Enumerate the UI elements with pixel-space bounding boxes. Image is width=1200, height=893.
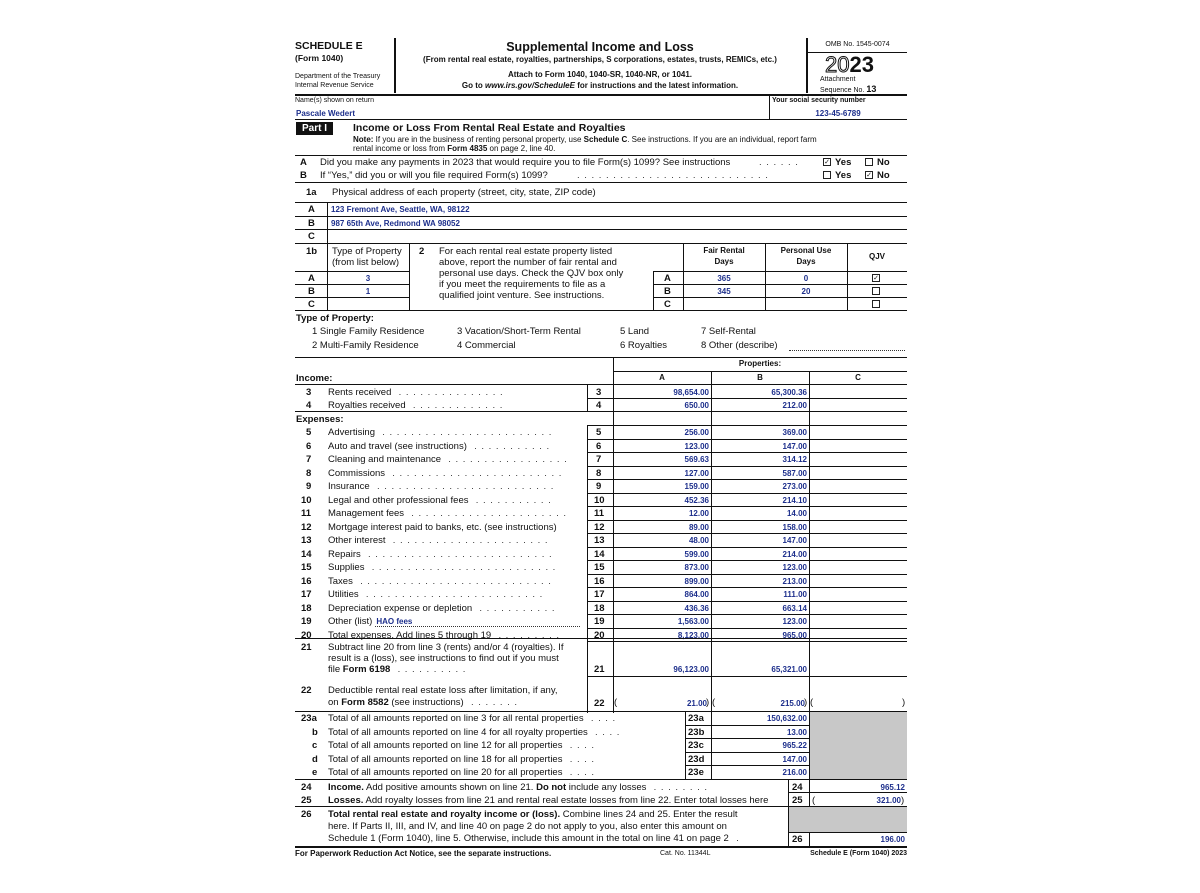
line8-a[interactable]: 127.00 — [684, 468, 709, 478]
row-divider — [685, 752, 809, 753]
type-option: 1 Single Family Residence — [312, 326, 425, 337]
line-number: 26 — [301, 809, 312, 820]
other-describe-field[interactable] — [789, 350, 905, 351]
row-divider — [587, 493, 907, 494]
line-label: Total of all amounts reported on line 20 for all properties .... — [328, 767, 599, 779]
line2-number: 2 — [419, 246, 425, 257]
ssn-field[interactable]: 123-45-6789 — [815, 109, 861, 118]
type-option: 5 Land — [620, 326, 650, 337]
line21-b[interactable]: 65,321.00 — [771, 665, 807, 674]
days-row-letter: C — [664, 299, 671, 310]
schedule-name: SCHEDULE E — [295, 40, 363, 52]
line-number: 16 — [301, 575, 312, 587]
line-number: 7 — [306, 454, 312, 465]
row-divider — [587, 466, 907, 467]
tax-year: 2023 — [825, 52, 874, 77]
part1-note-line2: rental income or loss from Form 4835 on page 2, line 40. — [353, 144, 556, 153]
line26-text: here. If Parts II, III, and IV, and line 40 on page 2 do not apply to you, also enter this amount on — [328, 821, 727, 832]
line6-a[interactable]: 123.00 — [684, 441, 709, 451]
line17-b[interactable]: 111.00 — [783, 590, 807, 599]
type-option: 8 Other (describe) — [701, 340, 778, 351]
line3-b[interactable]: 65,300.36 — [771, 388, 807, 397]
omb-number: OMB No. 1545-0074 — [825, 41, 890, 48]
line7-a[interactable]: 569.63 — [684, 455, 709, 464]
question-b-no-checkbox[interactable]: ✓ — [866, 172, 872, 179]
line6-b[interactable]: 147.00 — [782, 441, 807, 451]
line25-text: Losses. Add royalty losses from line 21 and rental real estate losses from line 22. Enter total losses here — [328, 795, 769, 806]
row-divider — [685, 765, 809, 766]
line14-a[interactable]: 599.00 — [684, 549, 709, 559]
fair-rental-header: Fair Rental — [703, 246, 745, 255]
personal-use-days-b[interactable]: 20 — [801, 287, 811, 296]
line15-b[interactable]: 123.00 — [782, 563, 807, 572]
line-box-number: 4 — [596, 400, 602, 411]
type-option: 2 Multi-Family Residence — [312, 340, 419, 351]
line11-a[interactable]: 12.00 — [688, 509, 709, 518]
column-a-header: A — [659, 373, 665, 382]
type-option: 4 Commercial — [457, 340, 516, 351]
line2-text: personal use days. Check the QJV box only — [439, 268, 624, 279]
line-box-number: 26 — [792, 834, 803, 845]
line-label: Taxes ........................... — [328, 575, 556, 587]
line-number: b — [312, 726, 318, 738]
qjv-checkbox-a[interactable]: ✓ — [873, 275, 879, 282]
line26-value[interactable]: 196.00 — [880, 835, 905, 844]
property-type-a[interactable]: 3 — [365, 274, 371, 283]
type-header: Type of Property — [332, 246, 402, 257]
line-box-number: 16 — [594, 575, 605, 587]
line9-a[interactable]: 159.00 — [684, 482, 709, 491]
line2-text: if you meet the requirements to file as a — [439, 279, 606, 290]
form-reference: (Form 1040) — [295, 53, 344, 63]
ssn-label: Your social security number — [772, 97, 866, 104]
line20-b[interactable]: 965.00 — [782, 630, 807, 640]
form-subtitle: (From rental real estate, royalties, partnerships, S corporations, estates, trusts, REMICs, etc.) — [423, 55, 777, 64]
taxpayer-name-field[interactable]: Pascale Wedert — [296, 109, 355, 118]
question-a-text: Did you make any payments in 2023 that would require you to file Form(s) 1099? See instructions — [320, 157, 731, 168]
shaded-area — [789, 807, 907, 832]
form-title: Supplemental Income and Loss — [506, 40, 694, 54]
line10-a[interactable]: 452.36 — [684, 495, 709, 505]
line19-b[interactable]: 123.00 — [782, 617, 807, 626]
line-number: 3 — [306, 387, 312, 398]
line-box-number: 22 — [594, 698, 605, 709]
column-b-header: B — [757, 373, 763, 382]
line-label: Total of all amounts reported on line 12 for all properties .... — [328, 740, 599, 752]
line-box-number: 7 — [596, 454, 602, 465]
row-divider — [587, 547, 907, 548]
line-number: 25 — [301, 795, 312, 806]
line-box-number: 12 — [594, 521, 605, 533]
line-number: c — [312, 740, 318, 752]
catalog-number: Cat. No. 11344L — [660, 850, 711, 857]
department-line1: Department of the Treasury — [295, 73, 381, 80]
line-label: Other interest ...................... — [328, 535, 553, 546]
line-box-number: 19 — [594, 616, 605, 627]
line-number: 12 — [301, 521, 312, 533]
line4-a[interactable]: 650.00 — [684, 401, 709, 410]
line5-a[interactable]: 256.00 — [684, 428, 709, 437]
row-divider — [587, 506, 907, 507]
personal-use-days-a[interactable]: 0 — [803, 274, 809, 283]
question-a-letter: A — [300, 157, 307, 168]
line-label: Depreciation expense or depletion ........... — [328, 602, 560, 614]
department-line2: Internal Revenue Service — [295, 82, 374, 89]
line-box-number: 18 — [594, 602, 605, 614]
personal-use-header: Personal Use — [780, 246, 832, 255]
line-number: 4 — [306, 400, 312, 411]
shaded-area — [810, 712, 907, 779]
line-label: Royalties received ............. — [328, 400, 507, 411]
line-box-number: 8 — [596, 467, 602, 479]
type-option: 7 Self-Rental — [701, 326, 756, 337]
address-row-letter: B — [308, 218, 315, 229]
line7-b[interactable]: 314.12 — [782, 455, 807, 464]
question-a-yes-checkbox[interactable]: ✓ — [824, 159, 830, 166]
income-heading: Income: — [296, 373, 333, 384]
line-label: Supplies .......................... — [328, 562, 560, 573]
line21-text: file Form 6198 .......... — [328, 664, 470, 675]
line-number: 13 — [301, 535, 312, 546]
line1b-number: 1b — [306, 246, 318, 257]
line25-value[interactable]: 321.00 — [876, 796, 901, 805]
line-box-number: 20 — [594, 629, 605, 641]
line-box-number: 24 — [792, 782, 803, 793]
type-row-letter: C — [308, 299, 315, 310]
row-divider — [587, 439, 907, 440]
line24-value[interactable]: 965.12 — [880, 783, 905, 792]
line15-a[interactable]: 873.00 — [684, 563, 709, 572]
line26-text: Total rental real estate and royalty income or (loss). Combine lines 24 and 25. Enter the result — [328, 809, 738, 820]
type-option: 6 Royalties — [620, 340, 667, 351]
line-box-number: 17 — [594, 589, 605, 600]
property-type-b[interactable]: 1 — [365, 287, 371, 296]
line19-a[interactable]: 1,563.00 — [677, 617, 709, 626]
line23b-value[interactable]: 13.00 — [786, 727, 807, 737]
line-label: Auto and travel (see instructions) ........... — [328, 440, 554, 452]
line22-text: on Form 8582 (see instructions) ....... — [328, 697, 522, 708]
row-divider — [587, 452, 907, 453]
line-number: 8 — [306, 467, 312, 479]
row-divider — [587, 520, 907, 521]
schedule-e-form: SCHEDULE E (Form 1040) Department of the Treasury Internal Revenue Service Supplemental Income and Loss (From rental real estate, royalties, partnerships, S corporations, estates, trusts, REMICs, etc.) Attach to Form 1040, 1040-SR, 1040-NR, or 1041. Go to www.irs.gov/ScheduleE for instructions and the latest information. OMB No. 1545-0074 2023 Attachment Sequence No. 13 Name(s) shown on return Pascale Wedert Your social security number 123-45-6789 Part I Income or Loss From Rental Real Estate and Royalties Note: If you are in the business of renting personal property, use Schedule C. See instructions. If you are an individual, report farm rental income or loss from Form 4835 on page 2, line 40. A Did you make any payments in 2023 that would require you to file Form(s) 1099? See instructions ...... ✓ Yes No B If “Yes,” did you or will you file required Form(s) 1099? ........................... Yes ✓ No 1a Physical address of each property (street, city, state, ZIP code) A 123 Fremont Ave, Seattle, WA, 98122 B 987 65th Ave, Redmond WA 98052 C 1b Type of Property (from list below) 2 For each rental real estate property listed above, report the number of fair rental and personal use days. Check the QJV box only if you meet the requirements to file as a qualified joint venture. See instructions. Fair Rental Days Personal Use Days QJV A 3 A 365 0 ✓ B 1 B 345 20 C C Type of Property: 1 Single Family Residence 2 Multi-Family Residence 3 Vacation/Short-Term Rental 4 Commercial 5 Land 6 Royalties 7 Self-Rental 8 Other (describe) Properties: Income: A B C 3 Rents received ............... 3 98,654.00 65,300.36 4 Royalties received ............. 4 650.00 212.00 Expenses: 5 Advertising ........................ 5 256.00 369.00 6 Auto and travel (see instructions) ........... 6 123.00 147.00 7 Cleaning and maintenance ................. 7 569.63 314.12 8 Commissions ........................ 8 127.00 587.00 9 Insurance ......................... 9 159.00 273.00 10 Legal and other professional fees ........... 10 452.36 214.10 11 Management fees ...................... 11 12.00 14.00 12 Mortgage interest paid to banks, etc. (see instructions) 12 89.00 158.00 13 Other interest ...................... 13 48.00 147.00 14 Repairs .......................... 14 599.00 214.00 15 Supplies .......................... 15 873.00 123.00 16 Taxes ........................... 16 899.00 213.00 17 Utilities ......................... 17 864.00 111.00 18 Depreciation expense or depletion ........... 18 436.36 663.14 19 Other (list) HAO fees 19 1,563.00 123.00 20 Total expenses. Add lines 5 through 19 ......... 20 8,123.00 965.00 21 Subtract line 20 from line 3 (rents) and/or 4 (royalties). If result is a (loss), see instructions to find out if you must file Form 6198 .......... 21 96,123.00 65,321.00 22 Deductible rental real estate loss after limitation, if any, on Form 8582 (see instructions) ....... 22 ( 21.00 ) ( 215.00 ) ( ) 23a Total of all amounts reported on line 3 for all rental properties .... 23a 150,632.00 b Total of all amounts reported on line 4 for all royalty properties .... 23b 13.00 c Total of all amounts reported on line 12 for all properties .... 23c 965.22 d Total of all amounts reported on line 18 for all properties .... 23d 147.00 e Total of all amounts reported on line 20 for all properties .... 23e 216.00 24 Income. Add positive amounts shown on line 21. Do not include any losses ........ 24 965.12 25 Losses. Add royalty losses from line 21 and rental real estate losses from line 22. Enter total losses here 25 ( 321.00 ) 26 Total rental real estate and royalty income or (loss). Combine lines 24 and 25. Enter the result here. If Parts II, III, and IV, and line 40 on page 2 do not apply to you, also enter this amount on Schedule 1 (Form 1040), line 5. Otherwise, include this amount in the total on line 41 on page 2 . 26 196.00 For Paperwork Reduction Act Notice, see the separate instructions. Cat. No. 11344L Schedule E (Form 1040) 2023 — [295, 40, 907, 858]
line23e-value[interactable]: 216.00 — [782, 768, 807, 778]
days-row-letter: A — [664, 273, 671, 284]
attachment-label: Attachment — [820, 76, 856, 83]
type-row-letter: B — [308, 286, 315, 297]
expenses-heading: Expenses: — [296, 414, 344, 425]
line-box-number: 6 — [596, 440, 602, 452]
line1a-number: 1a — [306, 187, 317, 198]
line-number: 10 — [301, 494, 312, 506]
line-box-number: 21 — [594, 664, 605, 675]
line-label: Legal and other professional fees ........... — [328, 494, 556, 506]
line-box-number: 23a — [688, 713, 704, 724]
line13-a[interactable]: 48.00 — [688, 536, 709, 545]
line17-a[interactable]: 864.00 — [684, 590, 709, 599]
question-a-no-checkbox[interactable] — [865, 158, 873, 166]
line-box-number: 3 — [596, 387, 602, 398]
line24-text: Income. Add positive amounts shown on line 21. Do not include any losses ........ — [328, 782, 712, 793]
part1-title: Income or Loss From Rental Real Estate and Royalties — [353, 122, 626, 134]
part1-note: Note: If you are in the business of renting personal property, use Schedule C. See instructions. If you are an individual, report farm — [353, 135, 817, 144]
line21-text: result is a (loss), see instructions to find out if you must — [328, 653, 559, 664]
days-row-letter: B — [664, 286, 671, 297]
line-label: Management fees ...................... — [328, 508, 571, 519]
type-row-letter: A — [308, 273, 315, 284]
line-label: Total of all amounts reported on line 3 for all rental properties .... — [328, 713, 620, 724]
row-divider — [587, 614, 907, 615]
line-box-number: 23b — [688, 726, 705, 738]
question-b-yes-checkbox[interactable] — [823, 171, 831, 179]
row-divider — [587, 479, 907, 480]
row-divider — [587, 574, 907, 575]
line-number: 11 — [301, 508, 312, 519]
line23a-value[interactable]: 150,632.00 — [766, 714, 807, 723]
line21-text: Subtract line 20 from line 3 (rents) and/or 4 (royalties). If — [328, 642, 564, 653]
properties-header: Properties: — [738, 359, 782, 368]
row-divider — [685, 725, 809, 726]
line-number: e — [312, 767, 318, 779]
type-of-property-heading: Type of Property: — [296, 313, 374, 324]
question-b-letter: B — [300, 170, 307, 181]
attach-instruction: Attach to Form 1040, 1040-SR, 1040-NR, or 1041. — [507, 70, 693, 79]
row-divider — [587, 641, 907, 642]
personal-use-header-sub: Days — [796, 257, 816, 266]
line-label: Insurance ......................... — [328, 481, 558, 492]
row-divider — [587, 533, 907, 534]
line18-b[interactable]: 663.14 — [782, 603, 807, 613]
line-label: Rents received ............... — [328, 387, 508, 398]
question-a-yes-label: Yes — [835, 157, 852, 168]
other-expense-description[interactable]: HAO fees — [376, 617, 413, 626]
question-b-yes-label: Yes — [835, 170, 852, 181]
line-number: 20 — [301, 629, 312, 641]
line-label: Total of all amounts reported on line 18 for all properties .... — [328, 753, 599, 765]
line18-a[interactable]: 436.36 — [684, 603, 709, 613]
line-number: 15 — [301, 562, 312, 573]
line9-b[interactable]: 273.00 — [782, 482, 807, 491]
line-label: Total of all amounts reported on line 4 for all royalty properties .... — [328, 726, 625, 738]
line-box-number: 9 — [596, 481, 602, 492]
line2-text: qualified joint venture. See instructions. — [439, 290, 605, 301]
line-number: 22 — [301, 685, 312, 696]
line-number: 14 — [301, 548, 312, 560]
line-box-number: 11 — [594, 508, 605, 519]
row-divider — [685, 738, 809, 739]
line-label: Mortgage interest paid to banks, etc. (see instructions) — [328, 521, 557, 533]
line8-b[interactable]: 587.00 — [782, 468, 807, 478]
line11-b[interactable]: 14.00 — [786, 509, 807, 518]
line13-b[interactable]: 147.00 — [782, 536, 807, 545]
address-row-letter: A — [308, 204, 315, 215]
line-number: 6 — [306, 440, 312, 452]
line-box-number: 13 — [594, 535, 605, 546]
question-b-text: If “Yes,” did you or will you file required Form(s) 1099? — [320, 170, 548, 181]
line-box-number: 15 — [594, 562, 605, 573]
question-a-no-label: No — [877, 157, 890, 168]
irs-url[interactable]: www.irs.gov/ScheduleE — [485, 81, 575, 90]
sequence-number: Sequence No. 13 — [820, 84, 877, 94]
line-box-number: 14 — [594, 548, 605, 560]
line-label: Repairs .......................... — [328, 548, 557, 560]
qjv-checkbox-b[interactable] — [872, 287, 880, 295]
line5-b[interactable]: 369.00 — [782, 428, 807, 437]
line-label: Cleaning and maintenance ................. — [328, 454, 572, 465]
line23d-value[interactable]: 147.00 — [782, 754, 807, 764]
qjv-checkbox-c[interactable] — [872, 300, 880, 308]
line3-a[interactable]: 98,654.00 — [673, 388, 709, 397]
line23c-value[interactable]: 965.22 — [782, 741, 807, 751]
line-box-number: 23c — [688, 740, 704, 752]
line20-a[interactable]: 8,123.00 — [677, 630, 709, 640]
line-box-number: 25 — [792, 795, 803, 806]
line-label: Advertising ........................ — [328, 427, 556, 438]
address-row-letter: C — [308, 231, 315, 242]
fair-rental-header-sub: Days — [714, 257, 734, 266]
line-box-number: 5 — [596, 427, 602, 438]
line-box-number: 10 — [594, 494, 605, 506]
type-header-sub: (from list below) — [332, 257, 400, 268]
line-number: 9 — [306, 481, 312, 492]
fair-rental-days-a[interactable]: 365 — [717, 274, 731, 283]
type-option: 3 Vacation/Short-Term Rental — [457, 326, 581, 337]
line-label: Total expenses. Add lines 5 through 19 ......... — [328, 629, 564, 641]
address-field-b[interactable]: 987 65th Ave, Redmond WA 98052 — [331, 219, 460, 228]
fair-rental-days-b[interactable]: 345 — [717, 287, 731, 296]
other-list-line — [375, 626, 580, 627]
row-divider — [587, 560, 907, 561]
line16-b[interactable]: 213.00 — [782, 576, 807, 586]
line22-b[interactable]: 215.00 — [780, 699, 805, 708]
line-box-number: 23e — [688, 767, 704, 779]
line-label: Other (list) HAO fees — [328, 616, 413, 627]
line-number: 18 — [301, 602, 312, 614]
line12-b[interactable]: 158.00 — [782, 522, 807, 532]
row-divider — [587, 601, 907, 602]
line12-a[interactable]: 89.00 — [688, 522, 709, 532]
line26-text: Schedule 1 (Form 1040), line 5. Otherwise, include this amount in the total on line 41 on page 2 . — [328, 833, 744, 844]
line-label: Utilities ......................... — [328, 589, 547, 600]
paperwork-notice: For Paperwork Reduction Act Notice, see the separate instructions. — [295, 849, 552, 858]
line2-text: above, report the number of fair rental and — [439, 257, 617, 268]
line-box-number: 23d — [688, 753, 705, 765]
line22-text: Deductible rental real estate loss after limitation, if any, — [328, 685, 558, 696]
line-label: Commissions ........................ — [328, 467, 567, 479]
line16-a[interactable]: 899.00 — [684, 576, 709, 586]
question-b-no-label: No — [877, 170, 890, 181]
line4-b[interactable]: 212.00 — [782, 401, 807, 410]
line-number: 17 — [301, 589, 312, 600]
goto-instruction: Go to www.irs.gov/ScheduleE for instructions and the latest information. — [461, 81, 739, 90]
line10-b[interactable]: 214.10 — [782, 495, 807, 505]
line1a-label: Physical address of each property (street, city, state, ZIP code) — [332, 187, 596, 198]
line14-b[interactable]: 214.00 — [782, 549, 807, 559]
part1-tag: Part I — [296, 122, 333, 135]
address-field-a[interactable]: 123 Fremont Ave, Seattle, WA, 98122 — [331, 205, 470, 214]
line-number: 5 — [306, 427, 312, 438]
name-label: Name(s) shown on return — [295, 97, 374, 104]
line21-a[interactable]: 96,123.00 — [673, 665, 709, 674]
qjv-header: QJV — [868, 252, 885, 261]
line-number: 24 — [301, 782, 312, 793]
line-number: 23a — [301, 713, 317, 724]
line-number: 19 — [301, 616, 312, 627]
column-c-header: C — [855, 373, 861, 382]
line-number: 21 — [301, 642, 312, 653]
line22-a[interactable]: 21.00 — [686, 699, 707, 708]
row-divider — [587, 587, 907, 588]
form-footer-id: Schedule E (Form 1040) 2023 — [810, 850, 907, 857]
line-number: d — [312, 753, 318, 765]
line2-text: For each rental real estate property listed — [439, 246, 613, 257]
row-divider — [587, 628, 907, 629]
